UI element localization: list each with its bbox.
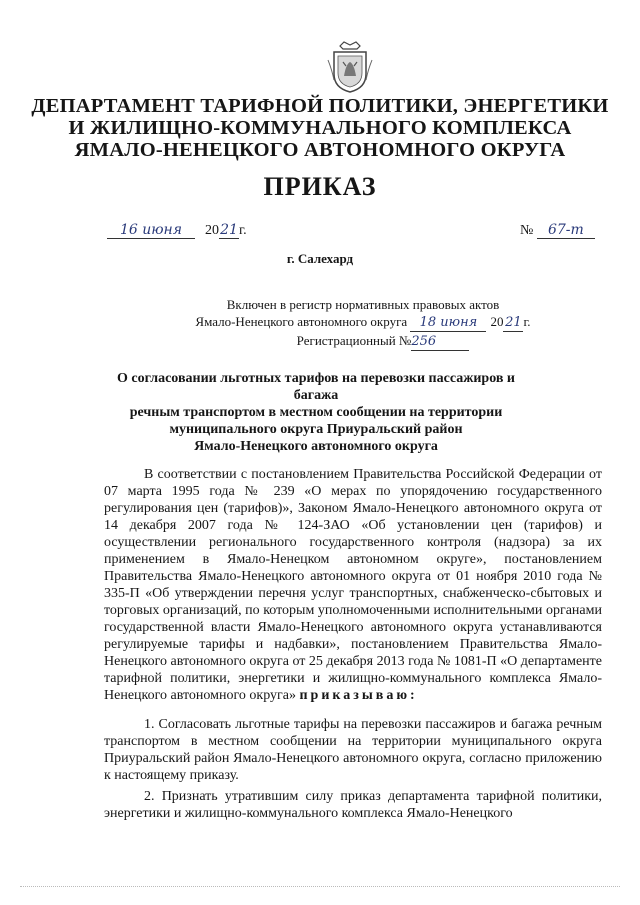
department-name (0, 95, 640, 161)
subject-line-2: речным транспортом в местном сообщении на территории (129, 405, 503, 420)
order-word: приказываю: (299, 688, 418, 703)
order-number (520, 222, 595, 239)
registration-line-1: Включен в регистр нормативных правовых актов (226, 297, 500, 312)
registration-date: 18 июня (410, 314, 486, 332)
department-line-1: ДЕПАРТАМЕНТ ТАРИФНОЙ ПОЛИТИКИ, ЭНЕРГЕТИКИ (31, 95, 609, 117)
registration-line-3 (163, 332, 563, 351)
subject-line-4: Ямало-Ненецкого автономного округа (194, 439, 438, 454)
order-date-suffix: г. (239, 223, 247, 238)
coat-of-arms-icon (326, 40, 374, 94)
order-date-year-suffix: 21 (220, 222, 238, 238)
registration-block (163, 296, 563, 351)
registration-line-2 (163, 313, 563, 332)
department-line-2: И ЖИЛИЩНО-КОММУНАЛЬНОГО КОМПЛЕКСА (68, 117, 572, 139)
city: г. Салехард (286, 251, 354, 266)
subject-line-3: муниципального округа Приуральский район (169, 422, 463, 437)
registration-region: Ямало-Ненецкого автономного округа (195, 314, 408, 329)
registration-number-label: Регистрационный № (296, 333, 412, 348)
registration-year-suffix-g: г. (523, 314, 531, 329)
order-number-prefix: № (520, 223, 534, 238)
item-2: 2. Признать утратившим силу приказ департамента тарифной политики, энергетики и жилищно-коммунального комплекса Ямало-Ненецкого (104, 789, 602, 821)
registration-year-prefix: 20 (490, 314, 504, 329)
order-date-year-prefix: 20 (205, 223, 219, 238)
document-body (104, 466, 602, 822)
order-date-day-month: 16 июня (107, 222, 195, 239)
preamble-text: В соответствии с постановлением Правительства Российской Федерации от 07 марта 1995 года № 239 «О мерах по упорядочению государственного регулирования цен (тарифов)», Законом Ямало-Ненецкого автономного округа от 14 декабря 2007 года № 124-ЗАО «Об установлении цен (тарифов) и осуществлении регионального государственного контроля (надзора) за их применением в Ямало-Ненецком автономном округе», постановлением Правительства Ямало-Ненецкого автономного округа от 01 ноября 2010 года № 335-П «Об утверждении перечня услуг транспортных, снабженческо-сбытовых и торговых организаций, по которым уполномоченными исполнительными органами государственной власти Ямало-Ненецкого автономного округа устанавливаются регулируемые тарифы и надбавки», постановлением Правительства Ямало-Ненецкого автономного округа от 25 декабря 2013 года № 1081-П «О департаменте тарифной политики, энергетики и жилищно-коммунального комплекса Ямало-Ненецкого автономного округа» (104, 467, 602, 703)
registration-year-suffix: 21 (505, 315, 522, 330)
page-footer-mark (20, 886, 620, 890)
order-date (107, 222, 247, 239)
subject-line-1: О согласовании льготных тарифов на перевозки пассажиров и багажа (116, 371, 515, 403)
document-title: ПРИКАЗ (263, 172, 377, 201)
preamble-paragraph (104, 466, 602, 704)
department-line-3: ЯМАЛО-НЕНЕЦКОГО АВТОНОМНОГО ОКРУГА (74, 139, 566, 161)
registration-number: 256 (411, 333, 469, 351)
order-number-value: 67-т (537, 222, 595, 239)
order-subject (96, 370, 536, 455)
item-1: 1. Согласовать льготные тарифы на перевозки пассажиров и багажа речным транспортом в местном сообщении на территории муниципального округа Приуральский район Ямало-Ненецкого автономного округа, согласно приложению к настоящему приказу. (104, 717, 602, 783)
